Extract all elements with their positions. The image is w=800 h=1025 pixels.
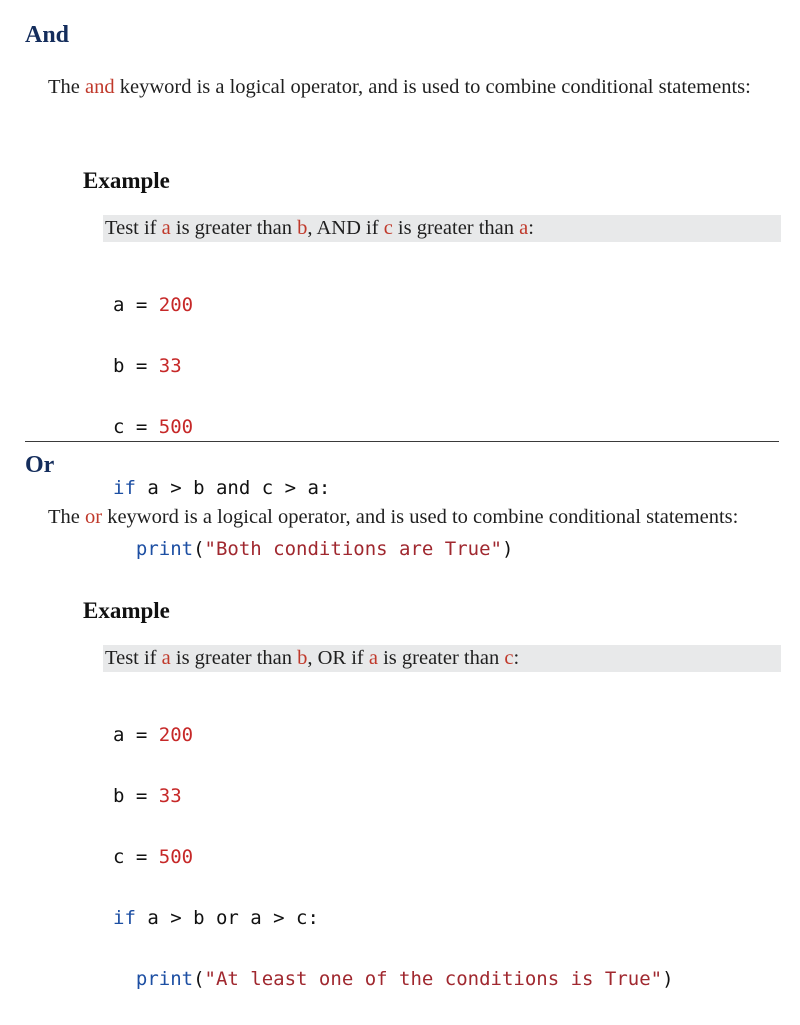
text: :	[528, 217, 534, 239]
var-ref: c	[383, 217, 393, 239]
code-op: =	[124, 845, 159, 868]
and-description	[48, 71, 768, 104]
example-title-or: Example	[83, 598, 170, 623]
text: is greater than	[170, 217, 298, 239]
code-keyword-if: if	[113, 476, 136, 499]
keyword-and: and	[85, 76, 115, 98]
code-number: 33	[158, 784, 182, 807]
example-title-and: Example	[83, 168, 170, 193]
text: , AND if	[307, 217, 384, 239]
code-paren: )	[662, 967, 674, 990]
text: The	[48, 506, 85, 528]
code-indent	[113, 538, 136, 560]
text: :	[513, 647, 520, 669]
code-line	[113, 903, 674, 934]
code-number: 200	[158, 293, 194, 316]
code-block-or	[113, 689, 674, 1025]
code-condition: a > b and c > a:	[135, 476, 331, 499]
code-line	[113, 842, 674, 873]
keyword-or: or	[85, 506, 103, 528]
example-note-or	[103, 645, 781, 672]
code-line	[113, 720, 674, 751]
code-op: =	[124, 723, 159, 746]
var-ref: b	[297, 217, 308, 239]
var-ref: c	[504, 647, 514, 669]
code-number: 200	[158, 723, 194, 746]
var-ref: b	[297, 647, 308, 669]
text: Test if	[105, 217, 162, 239]
example-note-and	[103, 215, 781, 242]
code-number: 33	[158, 354, 182, 377]
code-line	[113, 781, 674, 812]
code-string: "At least one of the conditions is True"	[204, 967, 663, 990]
code-line	[113, 964, 674, 995]
code-line	[113, 534, 513, 565]
code-line	[113, 412, 513, 443]
text: Test if	[105, 647, 162, 669]
code-op: =	[124, 415, 159, 438]
code-var: c	[113, 845, 125, 868]
code-number: 500	[158, 845, 194, 868]
code-string: "Both conditions are True"	[204, 537, 502, 560]
code-var: a	[113, 723, 125, 746]
code-paren: )	[501, 537, 514, 560]
code-var: b	[113, 354, 125, 377]
code-block-and	[113, 259, 513, 595]
code-number: 500	[158, 415, 194, 438]
section-heading-or: Or	[25, 452, 55, 478]
text: is greater than	[170, 647, 298, 669]
code-print: print	[135, 537, 194, 560]
text: The	[48, 76, 85, 98]
text: , OR if	[307, 647, 369, 669]
var-ref: a	[368, 647, 378, 669]
code-var: b	[113, 784, 125, 807]
var-ref: a	[161, 647, 171, 669]
text: keyword is a logical operator, and is used to combine conditional statements:	[102, 506, 739, 528]
code-op: =	[124, 354, 159, 377]
var-ref: a	[161, 217, 171, 239]
text: keyword is a logical operator, and is used to combine conditional statements:	[114, 76, 751, 98]
code-op: =	[124, 784, 159, 807]
var-ref: a	[519, 217, 529, 239]
code-keyword-if: if	[113, 906, 136, 929]
code-op: =	[124, 293, 159, 316]
section-divider	[25, 441, 779, 442]
text: is greater than	[377, 647, 505, 669]
code-print: print	[135, 967, 194, 990]
code-line	[113, 290, 513, 321]
code-paren: (	[193, 537, 205, 560]
code-indent	[113, 968, 136, 990]
text: is greater than	[392, 217, 520, 239]
code-condition: a > b or a > c:	[135, 906, 319, 929]
code-var: a	[113, 293, 125, 316]
code-paren: (	[193, 967, 205, 990]
code-line	[113, 473, 513, 504]
code-line	[113, 351, 513, 382]
or-description	[48, 501, 768, 534]
code-var: c	[113, 415, 125, 438]
section-heading-and: And	[25, 22, 70, 48]
